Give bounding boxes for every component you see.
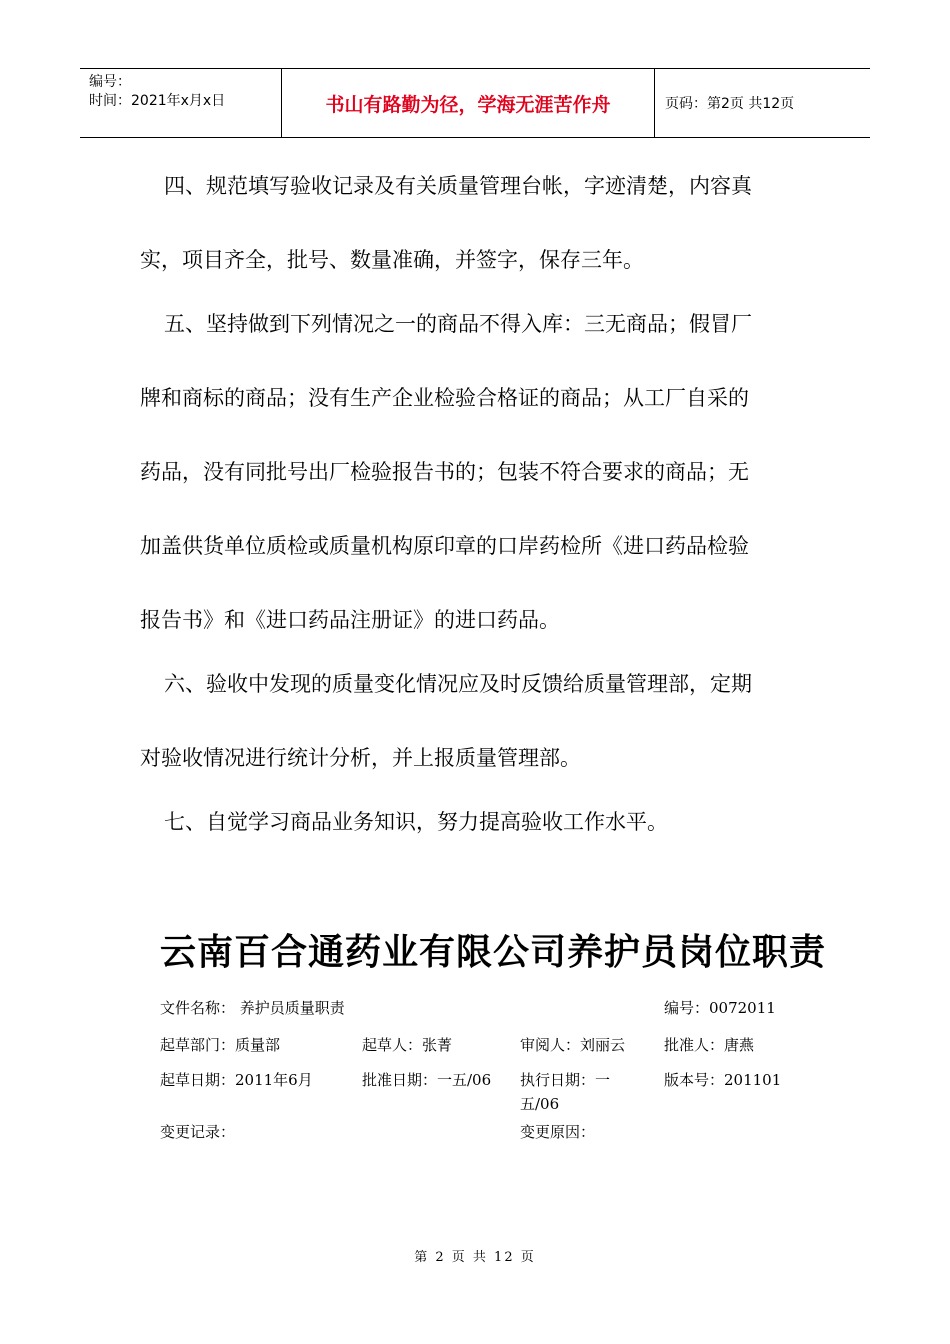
exec-date-line: 执行日期：一: [520, 1071, 611, 1089]
doc-name: 文件名称： 养护员质量职责: [160, 999, 345, 1017]
paragraph-6: [140, 647, 812, 795]
paragraph-line: 加盖供货单位质检或质量机构原印章的口岸药检所《进口药品检验: [140, 534, 749, 558]
page-footer: 第 2 页 共 12 页: [414, 1250, 536, 1265]
exec-date: [520, 1068, 610, 1116]
approve-date: 批准日期：一五/06: [362, 1071, 492, 1089]
reviewer: 审阅人：刘丽云: [520, 1036, 626, 1054]
number-label: 编号：: [89, 74, 131, 90]
exec-date-line: 五/06: [520, 1095, 560, 1113]
paragraph-line: 四、规范填写验收记录及有关质量管理台帐，字迹清楚，内容真: [164, 174, 752, 198]
header-table: [80, 68, 870, 138]
paragraph-line: 药品，没有同批号出厂检验报告书的；包装不符合要求的商品；无: [140, 460, 749, 484]
header-info-cell: [80, 69, 282, 137]
time-label: 时间：2021年x月x日: [89, 93, 226, 109]
approver: 批准人：唐燕: [664, 1036, 755, 1054]
draft-dept: 起草部门：质量部: [160, 1036, 281, 1054]
paragraph-line: 六、验收中发现的质量变化情况应及时反馈给质量管理部，定期: [164, 672, 752, 696]
paragraph-line: 牌和商标的商品；没有生产企业检验合格证的商品；从工厂自采的: [140, 386, 749, 410]
change-record: 变更记录：: [160, 1123, 236, 1141]
change-reason: 变更原因：: [520, 1123, 596, 1141]
paragraph-7: [140, 785, 812, 859]
paragraph-5: [140, 287, 812, 657]
paragraph-line: 报告书》和《进口药品注册证》的进口药品。: [140, 608, 560, 632]
drafter: 起草人：张菁: [362, 1036, 453, 1054]
paragraph-line: 五、坚持做到下列情况之一的商品不得入库：三无商品；假冒厂: [164, 312, 752, 336]
paragraph-4: [140, 149, 812, 297]
paragraph-line: 七、自觉学习商品业务知识，努力提高验收工作水平。: [164, 810, 668, 834]
motto: 书山有路勤为径，学海无涯苦作舟: [282, 69, 655, 137]
paragraph-line: 对验收情况进行统计分析，并上报质量管理部。: [140, 746, 581, 770]
draft-date: 起草日期：2011年6月: [160, 1071, 313, 1089]
section-title: 云南百合通药业有限公司养护员岗位职责: [160, 931, 827, 973]
paragraph-line: 实，项目齐全，批号、数量准确，并签字，保存三年。: [140, 248, 644, 272]
doc-number: 编号：0072011: [664, 999, 776, 1017]
version-number: 版本号：201101: [664, 1071, 782, 1089]
page-info: 页码：第2页 共12页: [665, 96, 795, 112]
